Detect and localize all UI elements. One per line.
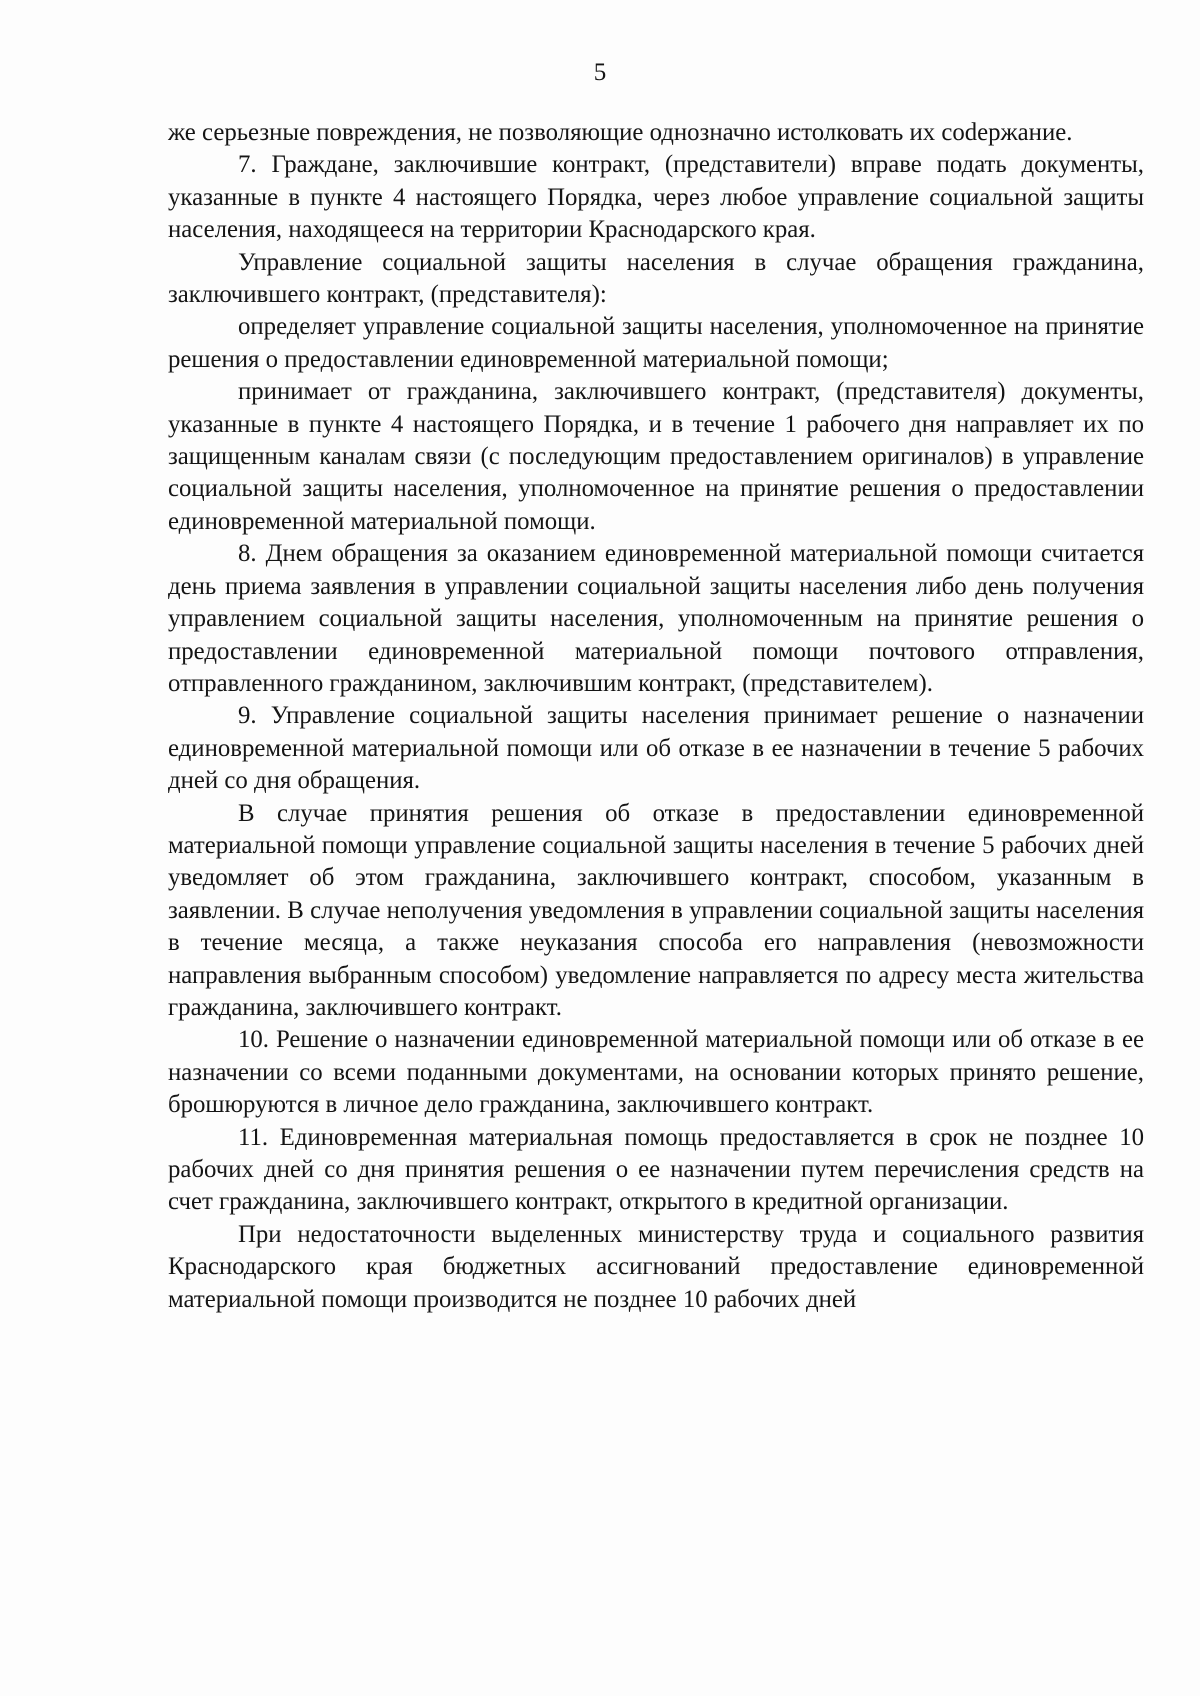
paragraph-refusal-notice: В случае принятия решения об отказе в предоставлении единовременной материальной помощи управление социальной защиты населения в течение 5 рабочих дней уведомляет об этом гражданина, заключившего контракт, способом, указанным в заявлении. В случае неполучения уведомления в управлении социальной защиты населения в течение месяца, а также неуказания способа его направления (невозможности направления выбранным способом) уведомление направляется по адресу места жительства гражданина, заключившего контракт. (168, 799, 1144, 1021)
paragraph-item-8: 8. Днем обращения за оказанием единовременной материальной помощи считается день приема заявления в управлении социальной защиты населения либо день получения управлением социальной защиты населения, уполномоченным на принятие решения о предоставлении единовременной материальной помощи почтового отправления, отправленного гражданином, заключившим контракт, (представителем). (168, 540, 1144, 697)
paragraph-item-10: 10. Решение о назначении единовременной материальной помощи или об отказе в ее назначении со всеми поданными документами, на основании которых принято решение, брошюруются в личное дело гражданина, заключившего контракт. (168, 1026, 1144, 1119)
paragraph-accepts-documents: принимает от гражданина, заключившего контракт, (представителя) документы, указанные в пункте 4 настоящего Порядка, и в течение 1 рабочего дня направляет их по защищенным каналам связи (с последующим предоставлением оригиналов) в управление социальной защиты населения, уполномоченное на принятие решения о предоставлении единовременной материальной помощи. (168, 378, 1144, 535)
page-number: 5 (593, 59, 607, 86)
paragraph-insufficient-funds: При недостаточности выделенных министерству труда и социального развития Краснодарского края бюджетных ассигнований предоставление единовременной материальной помощи производится не позднее 10 рабочих дней (168, 1220, 1144, 1313)
paragraph-item-7: 7. Граждане, заключившие контракт, (представители) вправе подать документы, указанные в пункте 4 настоящего Порядка, через любое управление социальной защиты населения, находящееся на территории Краснодарского края. (168, 151, 1144, 244)
paragraph-office-actions: Управление социальной защиты населения в случае обращения гражданина, заключившего контракт, (представителя): (168, 248, 1144, 309)
paragraph-item-9: 9. Управление социальной защиты населения принимает решение о назначении единовременной материальной помощи или об отказе в ее назначении в течение 5 рабочих дней со дня обращения. (168, 702, 1144, 795)
paragraph-item-11: 11. Единовременная материальная помощь предоставляется в срок не позднее 10 рабочих дней со дня принятия решения о ее назначении путем перечисления средств на счет гражданина, заключившего контракт, открытого в кредитной организации. (168, 1123, 1144, 1216)
paragraph-continuation: же серьезные повреждения, не позволяющие однозначно истолковать их соdержание. (168, 119, 1073, 146)
document-body (168, 117, 1144, 1316)
paragraph-determines-office: определяет управление социальной защиты населения, уполномоченное на принятие решения о предоставлении единовременной материальной помощи; (168, 313, 1144, 373)
